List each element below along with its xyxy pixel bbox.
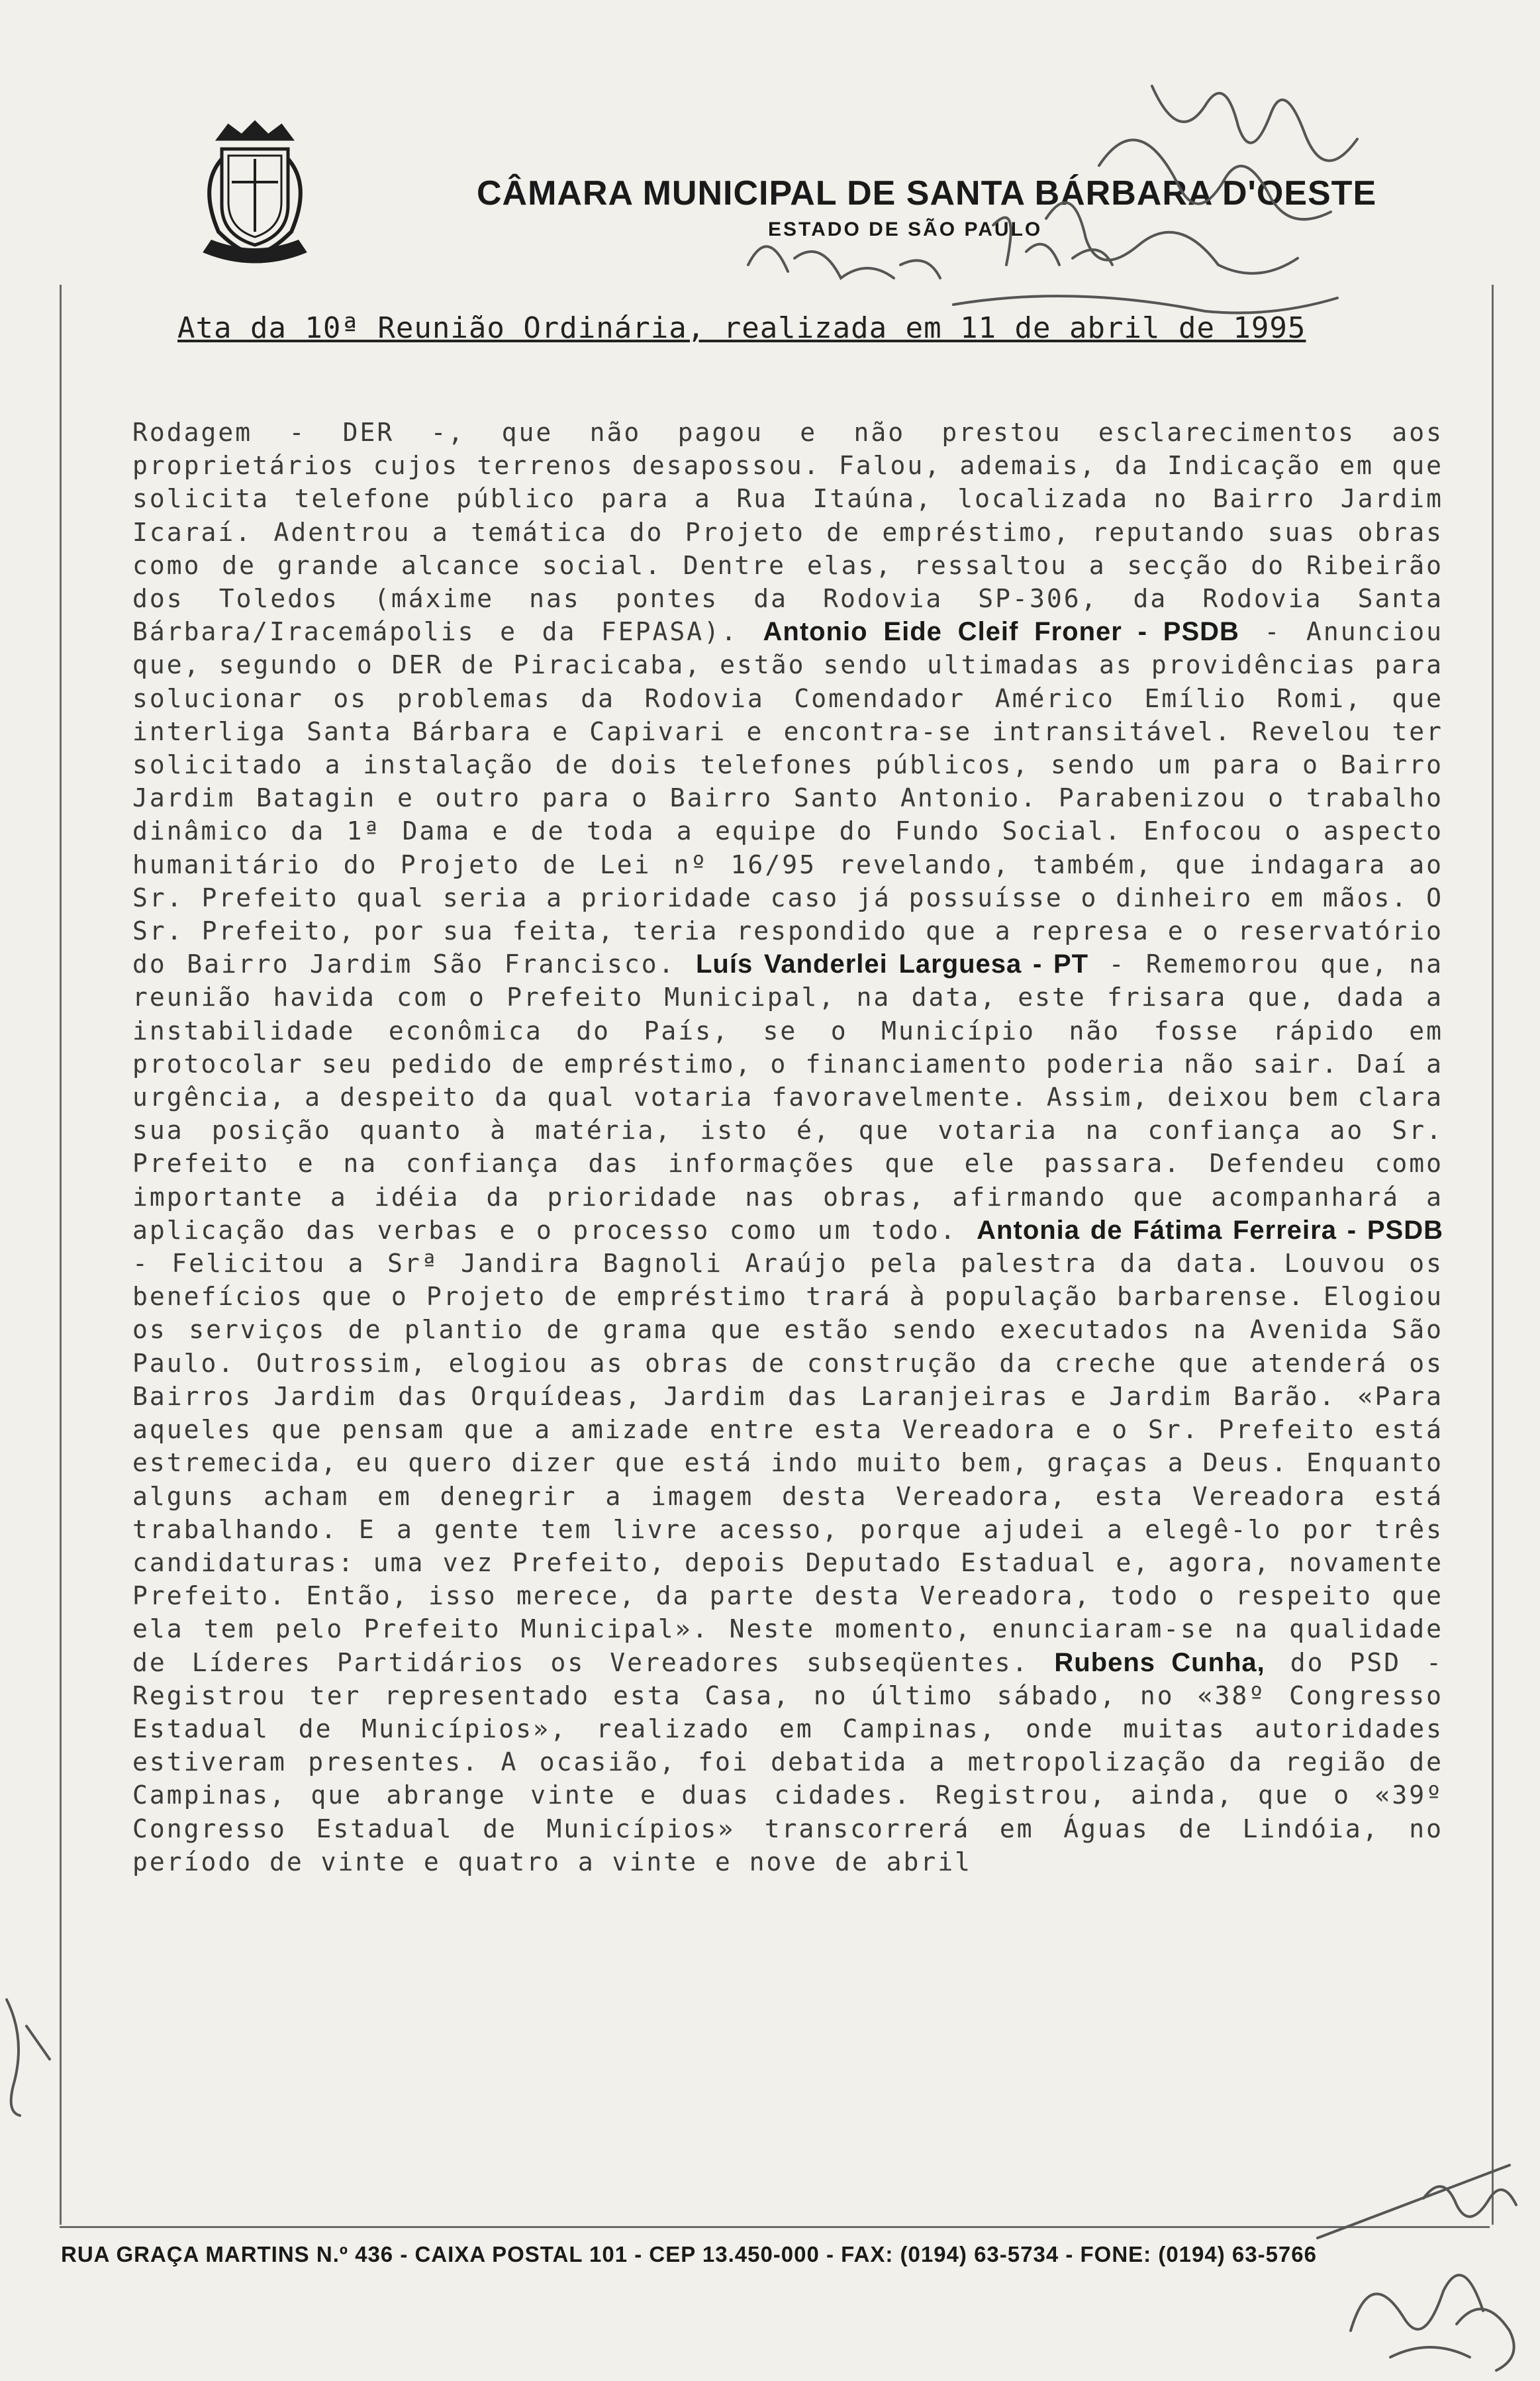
speaker-name: Rubens Cunha, xyxy=(1054,1647,1265,1677)
paragraph-1: Rodagem - DER -, que não pagou e não prestou esclarecimentos aos proprietários cujos terrenos desapossou. Falou, ademais, da Indicação em que solicita telefone público para a Rua Itaúna, localizada no Bairro Jardim Icaraí. Adentrou a temática do Projeto de empréstimo, reputando suas obras como de grande alcance social. Dentre elas, ressaltou a secção do Ribeirão dos Toledos (máxime nas pontes da Rodovia SP-306, da Rodovia Santa Bárbara/Iracemápolis e da FEPASA). xyxy=(132,418,1443,647)
paragraph-3: - Rememorou que, na reunião havida com o Prefeito Municipal, na data, este frisara que, dada a instabilidade econômica do País, se o Município não fosse rápido em protocolar seu pedido de empréstimo, o financiamento poderia não sair. Daí a urgência, a despeito da qual votaria favoravelmente. Assim, deixou bem clara sua posição quanto à matéria, isto é, que votaria na confiança ao Sr. Prefeito e na confiança das informações que ele passara. Defendeu como importante a idéia da prioridade nas obras, afirmando que acompanhará a aplicação das verbas e o processo como um todo. xyxy=(132,949,1443,1245)
speaker-name: Antonia de Fátima Ferreira - PSDB xyxy=(977,1215,1443,1245)
state-subtitle: ESTADO DE SÃO PAULO xyxy=(768,219,1043,240)
footer-address: RUA GRAÇA MARTINS N.º 436 - CAIXA POSTAL 101 - CEP 13.450-000 - FAX: (0194) 63-5734 - FONE: (0194) 63-5766 xyxy=(61,2242,1317,2266)
speaker-name: Antonio Eide Cleif Froner - PSDB xyxy=(763,617,1239,647)
institution-title: CÂMARA MUNICIPAL DE SANTA BÁRBARA D'OESTE xyxy=(477,174,1377,213)
footer-rule xyxy=(60,2226,1490,2228)
paragraph-5: do PSD - Registrou ter representado esta Casa, no último sábado, no «38º Congresso Estadual de Municípios», realizado em Campinas, onde muitas autoridades estiveram presentes. A ocasião, foi debatida a metropolização da região de Campinas, que abrange vinte e duas cidades. Registrou, ainda, que o «39º Congresso Estadual de Municípios» transcorrerá em Águas de Lindóia, no período de vinte e quatro a vinte e nove de abril xyxy=(132,1647,1443,1876)
margin-mark xyxy=(0,1986,60,2119)
handwritten-signatures-top xyxy=(675,66,1371,331)
coat-of-arms-seal xyxy=(192,119,318,271)
speaker-name: Luís Vanderlei Larguesa - PT xyxy=(695,949,1089,979)
minutes-heading: Ata da 10ª Reunião Ordinária, realizada em 11 de abril de 1995 xyxy=(177,311,1306,345)
minutes-body xyxy=(132,416,1443,1878)
paragraph-4: - Felicitou a Srª Jandira Bagnoli Araújo pela palestra da data. Louvou os benefícios que o Projeto de empréstimo trará à população barbarense. Elogiou os serviços de plantio de grama que estão sendo executados na Avenida São Paulo. Outrossim, elogiou as obras de construção da creche que atenderá os Bairros Jardim das Orquídeas, Jardim das Laranjeiras e Jardim Barão. «Para aqueles que pensam que a amizade entre esta Vereadora e o Sr. Prefeito está estremecida, eu quero dizer que está indo muito bem, graças a Deus. Enquanto alguns acham em denegrir a imagem desta Vereadora, esta Vereadora está trabalhando. E a gente tem livre acesso, porque ajudei a elegê-lo por três candidaturas: uma vez Prefeito, depois Deputado Estadual e, agora, novamente Prefeito. Então, isso merece, da parte desta Vereadora, todo o respeito que ela tem pelo Prefeito Municipal». Neste momento, enunciaram-se na qualidade de Líderes Partidários os Vereadores subseqüentes. xyxy=(132,1249,1443,1677)
handwritten-signatures-bottom xyxy=(1311,2159,1536,2377)
paragraph-2: - Anunciou que, segundo o DER de Piracicaba, estão sendo ultimadas as providências para solucionar os problemas da Rodovia Comendador Américo Emílio Romi, que interliga Santa Bárbara e Capivari e encontra-se intransitável. Revelou ter solicitado a instalação de dois telefones públicos, sendo um para o Bairro Jardim Batagin e outro para o Bairro Santo Antonio. Parabenizou o trabalho dinâmico da 1ª Dama e de toda a equipe do Fundo Social. Enfocou o aspecto humanitário do Projeto de Lei nº 16/95 revelando, também, que indagara ao Sr. Prefeito qual seria a prioridade caso já possuísse o dinheiro em mãos. O Sr. Prefeito, por sua feita, teria respondido que a represa e o reservatório do Bairro Jardim São Francisco. xyxy=(132,617,1443,979)
